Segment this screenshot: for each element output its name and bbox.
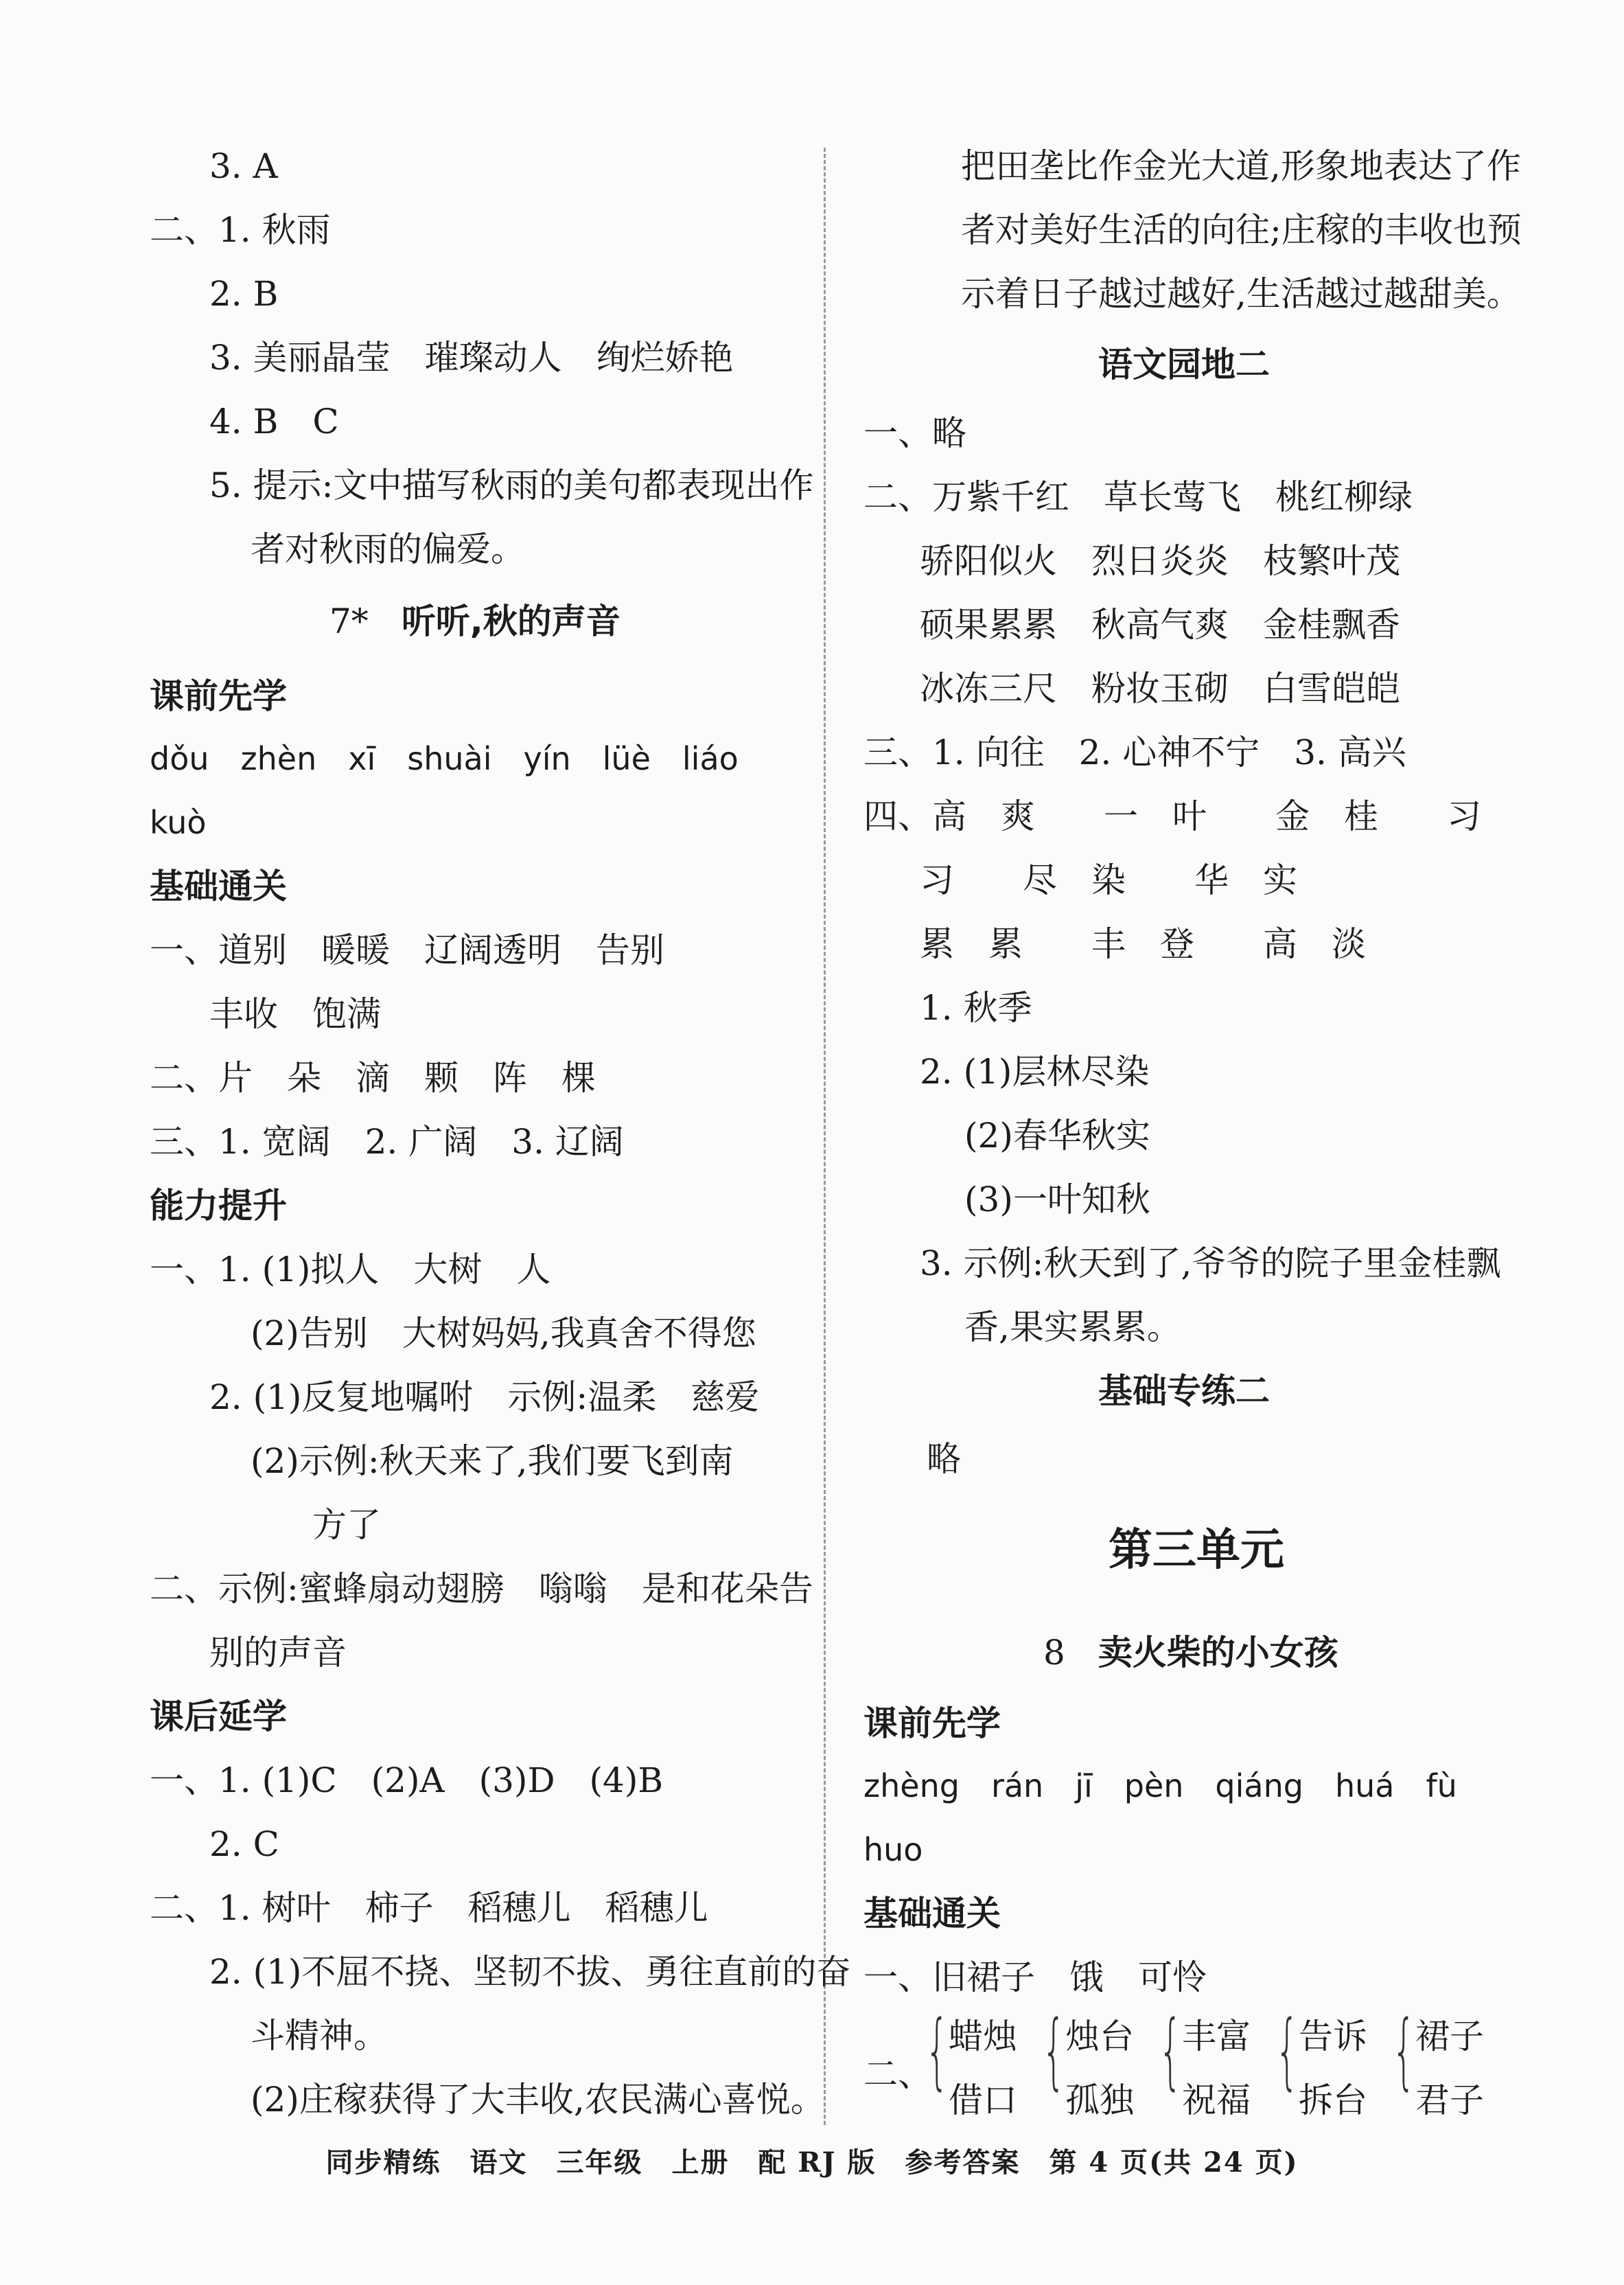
answer-line: 二、示例:蜜蜂扇动翅膀 嗡嗡 是和花朵告	[150, 1569, 813, 1609]
section-heading: 课前先学	[863, 1703, 1001, 1743]
answer-label: 二、	[863, 2054, 932, 2094]
answer-line: 四、高 爽 一 叶 金 桂 习	[863, 796, 1481, 836]
answer-line: 骄阳似火 烈日炎炎 枝繁叶茂	[920, 541, 1400, 581]
pair-word: 祝福	[1182, 2080, 1251, 2120]
answer-line: 二、片 朵 滴 颗 阵 棵	[150, 1058, 596, 1098]
answer-line: 累 累 丰 登 高 淡	[920, 924, 1366, 964]
answer-line: (2)庄稼获得了大丰收,农民满心喜悦。	[251, 2080, 825, 2120]
pinyin-line: kuò	[150, 804, 207, 841]
answer-line: 3. 美丽晶莹 璀璨动人 绚烂娇艳	[209, 338, 734, 378]
answer-line: 一、旧裙子 饿 可怜	[863, 1957, 1207, 1997]
pair-word: 告诉	[1299, 2017, 1367, 2056]
answer-line: 略	[927, 1439, 961, 1479]
answer-line: 一、略	[863, 413, 966, 453]
unit-title: 第三单元	[1109, 1525, 1284, 1576]
pair-word: 裙子	[1415, 2017, 1484, 2056]
lesson-number: 8	[1043, 1633, 1065, 1673]
answer-line: 二、1. 秋雨	[150, 210, 331, 250]
answer-line: 硕果累累 秋高气爽 金桂飘香	[920, 605, 1400, 645]
pair-word: 君子	[1415, 2080, 1484, 2120]
section-heading: 基础通关	[150, 866, 287, 906]
brace-mark: {	[925, 2003, 949, 2099]
page-footer: 同步精练 语文 三年级 上册 配 RJ 版 参考答案 第 4 页(共 24 页)	[325, 2146, 1299, 2179]
answer-line: 2. C	[209, 1824, 279, 1864]
answer-line: (2)春华秋实	[964, 1116, 1150, 1156]
section-heading: 课前先学	[150, 676, 287, 716]
answer-line: 5. 提示:文中描写秋雨的美句都表现出作	[209, 466, 814, 505]
answer-line: 三、1. 向往 2. 心神不宁 3. 高兴	[863, 733, 1406, 772]
answer-line: 把田垄比作金光大道,形象地表达了作	[961, 146, 1521, 186]
lesson-heading	[1043, 1631, 1338, 1674]
lesson-title: 卖火柴的小女孩	[1098, 1633, 1338, 1673]
pair-word: 拆台	[1299, 2080, 1367, 2120]
brace-mark: {	[1159, 2003, 1183, 2099]
pair-word: 丰富	[1182, 2017, 1251, 2056]
pinyin-line: dǒu zhèn xī shuài yín lüè liáo	[150, 740, 739, 777]
answer-line: 二、万紫千红 草长莺飞 桃红柳绿	[863, 477, 1413, 517]
section-heading: 基础通关	[863, 1894, 1001, 1933]
section-title: 基础专练二	[1098, 1371, 1270, 1411]
answer-line: 方了	[312, 1505, 381, 1545]
answer-line: (3)一叶知秋	[964, 1180, 1150, 1219]
brace-mark: {	[1392, 2003, 1416, 2099]
answer-line: 1. 秋季	[920, 988, 1032, 1028]
answer-line: 4. B C	[209, 402, 339, 441]
section-heading: 课后延学	[150, 1697, 287, 1736]
pair-word: 蜡烛	[949, 2017, 1017, 2056]
brace-mark: {	[1042, 2003, 1066, 2099]
pair-word: 借口	[949, 2080, 1017, 2120]
answer-line: 二、1. 树叶 柿子 稻穗儿 稻穗儿	[150, 1888, 708, 1928]
pair-word: 孤独	[1065, 2080, 1134, 2120]
answer-line: 三、1. 宽阔 2. 广阔 3. 辽阔	[150, 1122, 624, 1162]
answer-line: 者对秋雨的偏爱。	[251, 529, 525, 569]
answer-line: 别的声音	[209, 1633, 347, 1673]
answer-line: 习 尽 染 华 实	[920, 860, 1297, 900]
answer-line: 2. (1)不屈不挠、坚韧不拔、勇往直前的奋	[209, 1952, 851, 1992]
answer-line: 2. (1)层林尽染	[920, 1052, 1150, 1092]
answer-line: 2. (1)反复地嘱咐 示例:温柔 慈爱	[209, 1377, 760, 1417]
section-title: 语文园地二	[1098, 345, 1270, 384]
answer-line: 2. B	[209, 274, 279, 314]
answer-line: 者对美好生活的向往;庄稼的丰收也预	[961, 210, 1522, 250]
answer-line: 冰冻三尺 粉妆玉砌 白雪皑皑	[920, 669, 1400, 709]
lesson-number: 7*	[329, 601, 369, 641]
answer-line: 一、1. (1)C (2)A (3)D (4)B	[150, 1760, 664, 1800]
answer-line: 斗精神。	[251, 2016, 388, 2056]
lesson-heading	[329, 600, 620, 643]
answer-line: 香,果实累累。	[964, 1307, 1181, 1347]
answer-line: 示着日子越过越好,生活越过越甜美。	[961, 274, 1521, 314]
brace-mark: {	[1275, 2003, 1299, 2099]
pair-word: 烛台	[1065, 2017, 1134, 2056]
answer-line: (2)示例:秋天来了,我们要飞到南	[251, 1441, 734, 1481]
answer-line: 一、道别 暖暖 辽阔透明 告别	[150, 930, 664, 970]
answer-line: 3. A	[209, 146, 278, 186]
answer-line: 一、1. (1)拟人 大树 人	[150, 1250, 551, 1289]
column-divider	[824, 148, 826, 2125]
answer-line: 丰收 饱满	[209, 994, 381, 1034]
section-heading: 能力提升	[150, 1186, 287, 1226]
lesson-title: 听听,秋的声音	[401, 601, 620, 641]
answer-line: 3. 示例:秋天到了,爷爷的院子里金桂飘	[920, 1243, 1501, 1283]
pinyin-line: zhèng rán jī pèn qiáng huá fù	[863, 1767, 1457, 1804]
answer-line: (2)告别 大树妈妈,我真舍不得您	[251, 1313, 756, 1353]
pinyin-line: huo	[863, 1831, 923, 1868]
